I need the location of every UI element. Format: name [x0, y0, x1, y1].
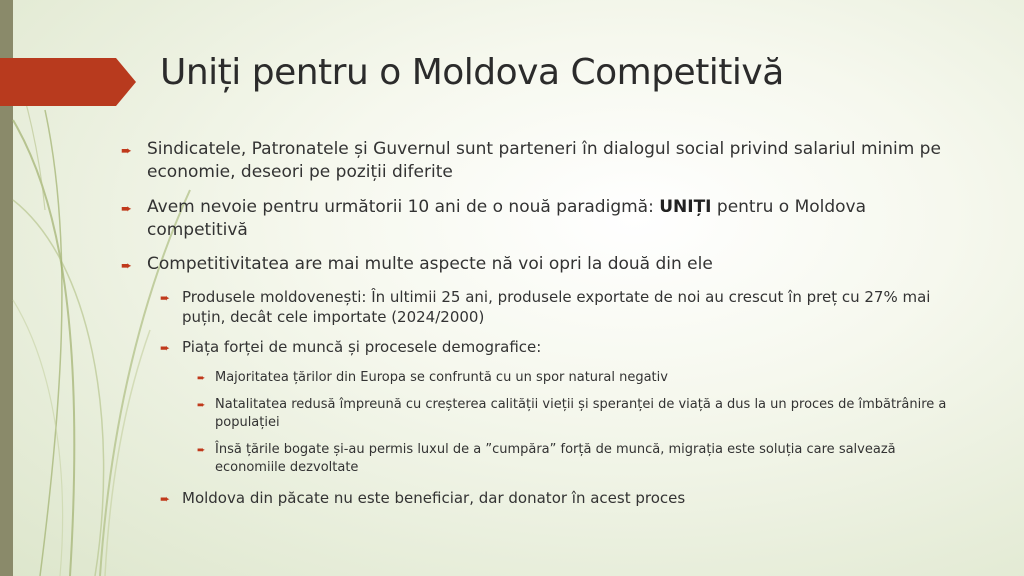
arrow-bullet-icon: ➨ — [160, 291, 171, 305]
sub-bullet-item — [160, 337, 972, 357]
sub-sub-bullet-item — [197, 396, 955, 432]
sub-bullet-item — [160, 488, 972, 508]
bullet-bold-text: UNIȚI — [659, 197, 712, 217]
arrow-bullet-icon: ➨ — [160, 341, 171, 355]
arrow-bullet-icon: ➨ — [197, 373, 206, 384]
arrow-bullet-icon: ➨ — [121, 202, 132, 217]
arrow-bullet-icon: ➨ — [121, 259, 132, 274]
sub-sub-bullet-text: Natalitatea redusă împreună cu creșterea calității vieții și speranței de viață a dus la un proces de îmbătrânire a populației — [215, 397, 947, 430]
bullet-item — [121, 138, 967, 184]
sub-bullet-text: Moldova din păcate nu este beneficiar, dar donator în acest proces — [182, 489, 686, 507]
bullet-text: pentru o Moldova competitivă — [147, 197, 867, 240]
arrow-bullet-icon: ➨ — [160, 492, 171, 506]
bullet-item — [121, 253, 967, 276]
sub-bullet-item — [160, 287, 972, 327]
sub-sub-bullet-item — [197, 441, 955, 477]
sub-bullet-text: Piața forței de muncă și procesele demografice: — [182, 338, 542, 356]
sub-sub-bullet-text: Însă țările bogate și-au permis luxul de a ”cumpăra” forță de muncă, migrația este soluția care salvează economiile dezvoltate — [215, 442, 896, 475]
bullet-text: Sindicatele, Patronatele și Guvernul sunt parteneri în dialogul social privind salariul minim pe economie, deseori pe poziții diferite — [147, 139, 941, 182]
arrow-bullet-icon: ➨ — [121, 144, 132, 159]
bullet-text: Competitivitatea are mai multe aspecte nă voi opri la două din ele — [147, 254, 713, 274]
sub-sub-bullet-text: Majoritatea țărilor din Europa se confruntă cu un spor natural negativ — [215, 370, 668, 385]
slide-title: Uniți pentru o Moldova Competitivă — [160, 52, 784, 93]
sub-sub-bullet-item — [197, 369, 955, 387]
arrow-bullet-icon: ➨ — [197, 400, 206, 411]
bullet-item — [121, 196, 967, 242]
bullet-text: Avem nevoie pentru următorii 10 ani de o nouă paradigmă: — [147, 197, 660, 217]
arrow-bullet-icon: ➨ — [197, 445, 206, 456]
sub-bullet-text: Produsele moldovenești: În ultimii 25 ani, produsele exportate de noi au crescut în preț cu 27% mai puțin, decât cele importate (2024/2000) — [182, 288, 931, 326]
title-arrow-icon — [0, 58, 140, 106]
